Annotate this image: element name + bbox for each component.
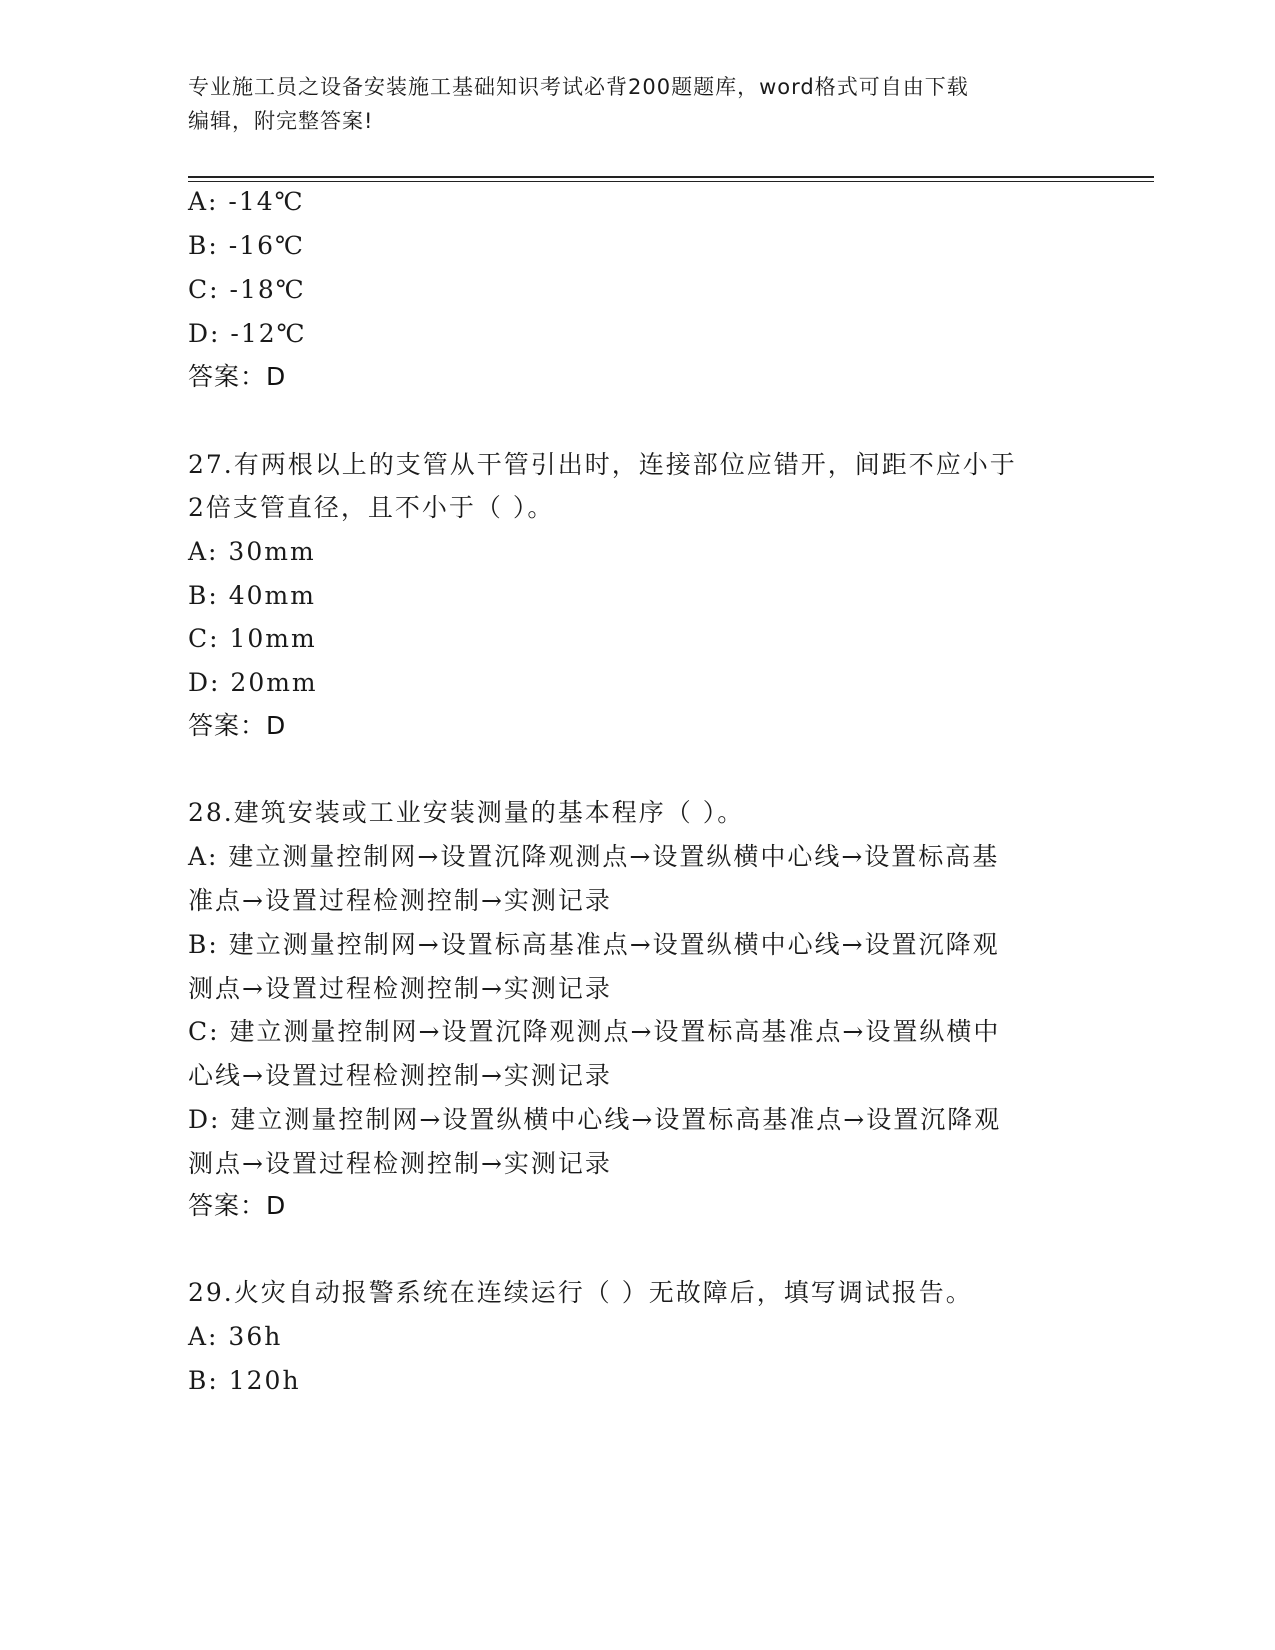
q26-option-b: B: -16℃ bbox=[188, 231, 305, 260]
q27-stem-line2: 2倍支管直径，且不小于（ ）。 bbox=[188, 493, 555, 522]
q26-option-c: C: -18℃ bbox=[188, 275, 306, 304]
header-title-line1: 专业施工员之设备安装施工基础知识考试必背200题题库，word格式可自由下载 bbox=[188, 75, 969, 99]
q26-answer: 答案：D bbox=[188, 362, 287, 391]
header-title-line2: 编辑，附完整答案! bbox=[188, 109, 374, 133]
q27-option-a: A: 30mm bbox=[188, 537, 316, 566]
q29-stem: 29.火灾自动报警系统在连续运行（ ）无故障后，填写调试报告。 bbox=[188, 1278, 973, 1307]
header-divider-thick bbox=[188, 176, 1154, 178]
q27-option-b: B: 40mm bbox=[188, 581, 316, 610]
q28-option-b-line1: B: 建立测量控制网→设置标高基准点→设置纵横中心线→设置沉降观 bbox=[188, 930, 1000, 959]
q28-option-a-line2: 准点→设置过程检测控制→实测记录 bbox=[188, 886, 612, 915]
q28-stem: 28.建筑安装或工业安装测量的基本程序（ ）。 bbox=[188, 798, 745, 827]
q27-answer: 答案：D bbox=[188, 711, 287, 740]
q28-option-d-line1: D: 建立测量控制网→设置纵横中心线→设置标高基准点→设置沉降观 bbox=[188, 1105, 1002, 1134]
q29-option-b: B: 120h bbox=[188, 1366, 301, 1395]
q28-option-c-line1: C: 建立测量控制网→设置沉降观测点→设置标高基准点→设置纵横中 bbox=[188, 1017, 1001, 1046]
q27-option-d: D: 20mm bbox=[188, 668, 318, 697]
q28-answer: 答案：D bbox=[188, 1191, 287, 1220]
q26-option-d: D: -12℃ bbox=[188, 319, 307, 348]
q28-option-a-line1: A: 建立测量控制网→设置沉降观测点→设置纵横中心线→设置标高基 bbox=[188, 842, 1000, 871]
q28-option-c-line2: 心线→设置过程检测控制→实测记录 bbox=[188, 1061, 612, 1090]
q28-option-d-line2: 测点→设置过程检测控制→实测记录 bbox=[188, 1149, 612, 1178]
q26-option-a: A: -14℃ bbox=[188, 187, 305, 216]
document-header bbox=[188, 70, 1068, 138]
q28-option-b-line2: 测点→设置过程检测控制→实测记录 bbox=[188, 974, 612, 1003]
q29-option-a: A: 36h bbox=[188, 1322, 283, 1351]
q27-stem-line1: 27.有两根以上的支管从干管引出时，连接部位应错开，间距不应小于 bbox=[188, 450, 1017, 479]
header-divider-thin bbox=[188, 181, 1154, 182]
q27-option-c: C: 10mm bbox=[188, 624, 317, 653]
